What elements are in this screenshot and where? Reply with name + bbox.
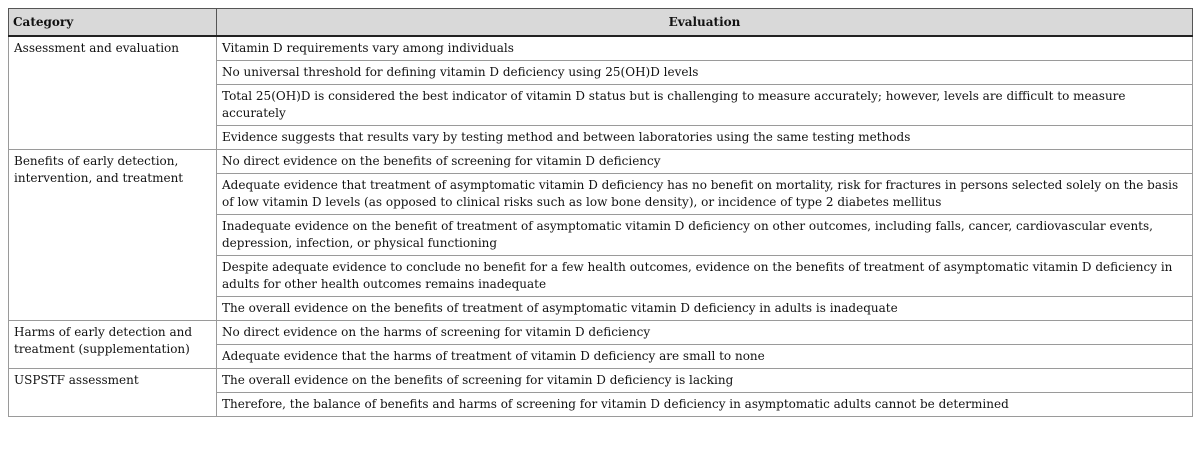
- evaluation-cell: No direct evidence on the benefits of screening for vitamin D deficiency: [217, 150, 1193, 174]
- evaluation-cell: No direct evidence on the harms of screening for vitamin D deficiency: [217, 321, 1193, 345]
- table-row: [9, 150, 1193, 174]
- table-body: [9, 36, 1193, 417]
- evaluation-cell: Adequate evidence that the harms of treatment of vitamin D deficiency are small to none: [217, 345, 1193, 369]
- category-cell: USPSTF assessment: [9, 369, 217, 417]
- evaluation-cell: The overall evidence on the benefits of treatment of asymptomatic vitamin D deficiency in adults is inadequate: [217, 297, 1193, 321]
- evaluation-cell: Inadequate evidence on the benefit of treatment of asymptomatic vitamin D deficiency on other outcomes, including falls, cancer, cardiovascular events, depression, infection, or physical functioning: [217, 215, 1193, 256]
- table-row: [9, 36, 1193, 61]
- table-row: [9, 369, 1193, 393]
- category-cell: Harms of early detection and treatment (supplementation): [9, 321, 217, 369]
- evidence-table: [8, 8, 1193, 417]
- evaluation-cell: The overall evidence on the benefits of screening for vitamin D deficiency is lacking: [217, 369, 1193, 393]
- evaluation-cell: Vitamin D requirements vary among individuals: [217, 36, 1193, 61]
- evaluation-cell: Evidence suggests that results vary by testing method and between laboratories using the same testing methods: [217, 126, 1193, 150]
- category-cell: Benefits of early detection, intervention, and treatment: [9, 150, 217, 321]
- evaluation-cell: Adequate evidence that treatment of asymptomatic vitamin D deficiency has no benefit on mortality, risk for fractures in persons selected solely on the basis of low vitamin D levels (as opposed to clinical risks such as low bone density), or incidence of type 2 diabetes mellitus: [217, 174, 1193, 215]
- evaluation-cell: Total 25(OH)D is considered the best indicator of vitamin D status but is challenging to measure accurately; however, levels are difficult to measure accurately: [217, 85, 1193, 126]
- category-header: Category: [9, 9, 217, 37]
- evaluation-cell: Therefore, the balance of benefits and harms of screening for vitamin D deficiency in asymptomatic adults cannot be determined: [217, 393, 1193, 417]
- header-row: [9, 9, 1193, 37]
- table-row: [9, 321, 1193, 345]
- category-cell: Assessment and evaluation: [9, 36, 217, 150]
- evaluation-cell: Despite adequate evidence to conclude no benefit for a few health outcomes, evidence on the benefits of treatment of asymptomatic vitamin D deficiency in adults for other health outcomes remains inadequate: [217, 256, 1193, 297]
- evaluation-header: Evaluation: [217, 9, 1193, 37]
- evaluation-cell: No universal threshold for defining vitamin D deficiency using 25(OH)D levels: [217, 61, 1193, 85]
